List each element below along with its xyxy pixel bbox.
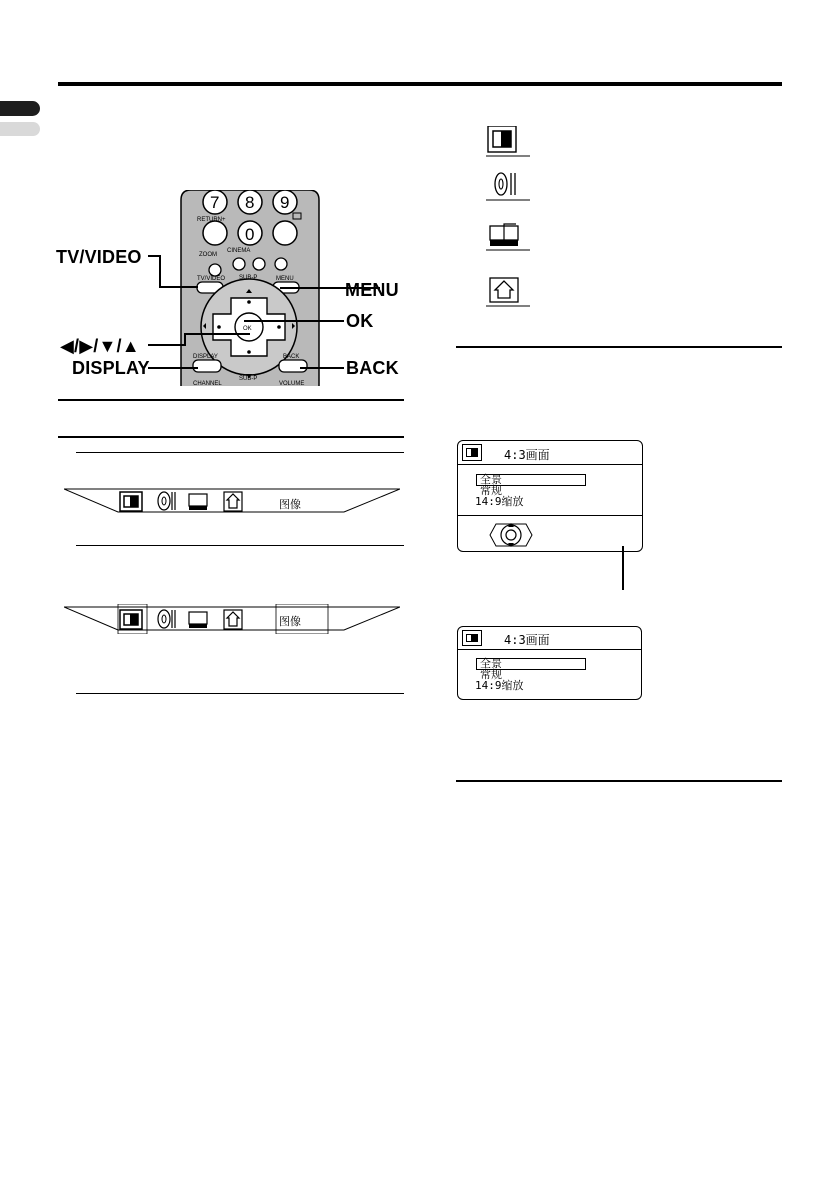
setup-icon: [486, 220, 530, 252]
label-zoom: ZOOM: [199, 252, 217, 258]
osd-1-footer-divider: [458, 515, 642, 516]
callout-menu: MENU: [345, 280, 399, 300]
label-channel: CHANNEL: [193, 381, 222, 386]
menu-strip-1: [64, 488, 400, 514]
label-menu: MENU: [276, 276, 294, 282]
osd-2-title-divider: [458, 649, 641, 650]
btn-7: 7: [210, 193, 220, 212]
picture-icon: [486, 126, 530, 158]
osd-1-item-1[interactable]: 常规: [480, 484, 502, 497]
label-subp-bottom: SUB-P: [239, 376, 258, 382]
callout-back: BACK: [346, 358, 399, 378]
callout-display: DISPLAY: [72, 358, 150, 378]
osd-1-navigation-icon: [488, 521, 534, 549]
strip-1-label: 图像: [279, 498, 301, 511]
left-section-rule: [58, 436, 404, 438]
btn-9: 9: [280, 193, 290, 212]
top-rule: [58, 82, 782, 86]
label-ok: OK: [243, 326, 252, 332]
osd-1-picture-icon: [462, 444, 482, 461]
left-section-top-rule: [58, 399, 404, 401]
osd-2-item-2[interactable]: 14:9缩放: [475, 679, 524, 692]
osd-1-item-0[interactable]: 全景: [480, 473, 502, 486]
callout-tvvideo: TV/VIDEO: [56, 247, 142, 267]
btn-8: 8: [245, 193, 255, 212]
osd-2-item-0[interactable]: 全景: [480, 657, 502, 670]
label-return: RETURN+: [197, 217, 226, 223]
right-section-rule-2: [456, 780, 782, 782]
section-tab-inactive: [0, 122, 40, 136]
osd-1-pointer-line: [622, 546, 624, 590]
osd-2-item-1[interactable]: 常规: [480, 668, 502, 681]
btn-0: 0: [245, 225, 255, 244]
step-rule-1: [76, 452, 404, 453]
menu-strip-2: [64, 604, 400, 634]
osd-1-title-divider: [458, 464, 642, 465]
osd-2-picture-icon: [462, 630, 482, 646]
osd-screen-1: [457, 440, 643, 552]
label-back: BACK: [283, 354, 300, 360]
osd-2-title: 4:3画面: [504, 633, 550, 647]
section-tab-active: [0, 101, 40, 116]
callout-arrows: ◀/▶/▼/▲: [60, 336, 140, 356]
step-rule-3: [76, 693, 404, 694]
label-subp-top: SUB-P: [239, 275, 258, 281]
sound-icon: [486, 170, 530, 202]
label-tvvideo: TV/VIDEO: [197, 276, 226, 282]
step-rule-2: [76, 545, 404, 546]
osd-1-item-2[interactable]: 14:9缩放: [475, 495, 524, 508]
feature-icon: [486, 276, 530, 308]
osd-1-title: 4:3画面: [504, 448, 550, 462]
callout-ok: OK: [346, 311, 374, 331]
osd-screen-2: [457, 626, 642, 700]
strip-2-label: 图像: [279, 615, 301, 628]
label-cinema: CINEMA: [227, 248, 251, 254]
label-volume: VOLUME: [279, 381, 305, 386]
right-section-rule-1: [456, 346, 782, 348]
label-display: DISPLAY: [193, 354, 218, 360]
